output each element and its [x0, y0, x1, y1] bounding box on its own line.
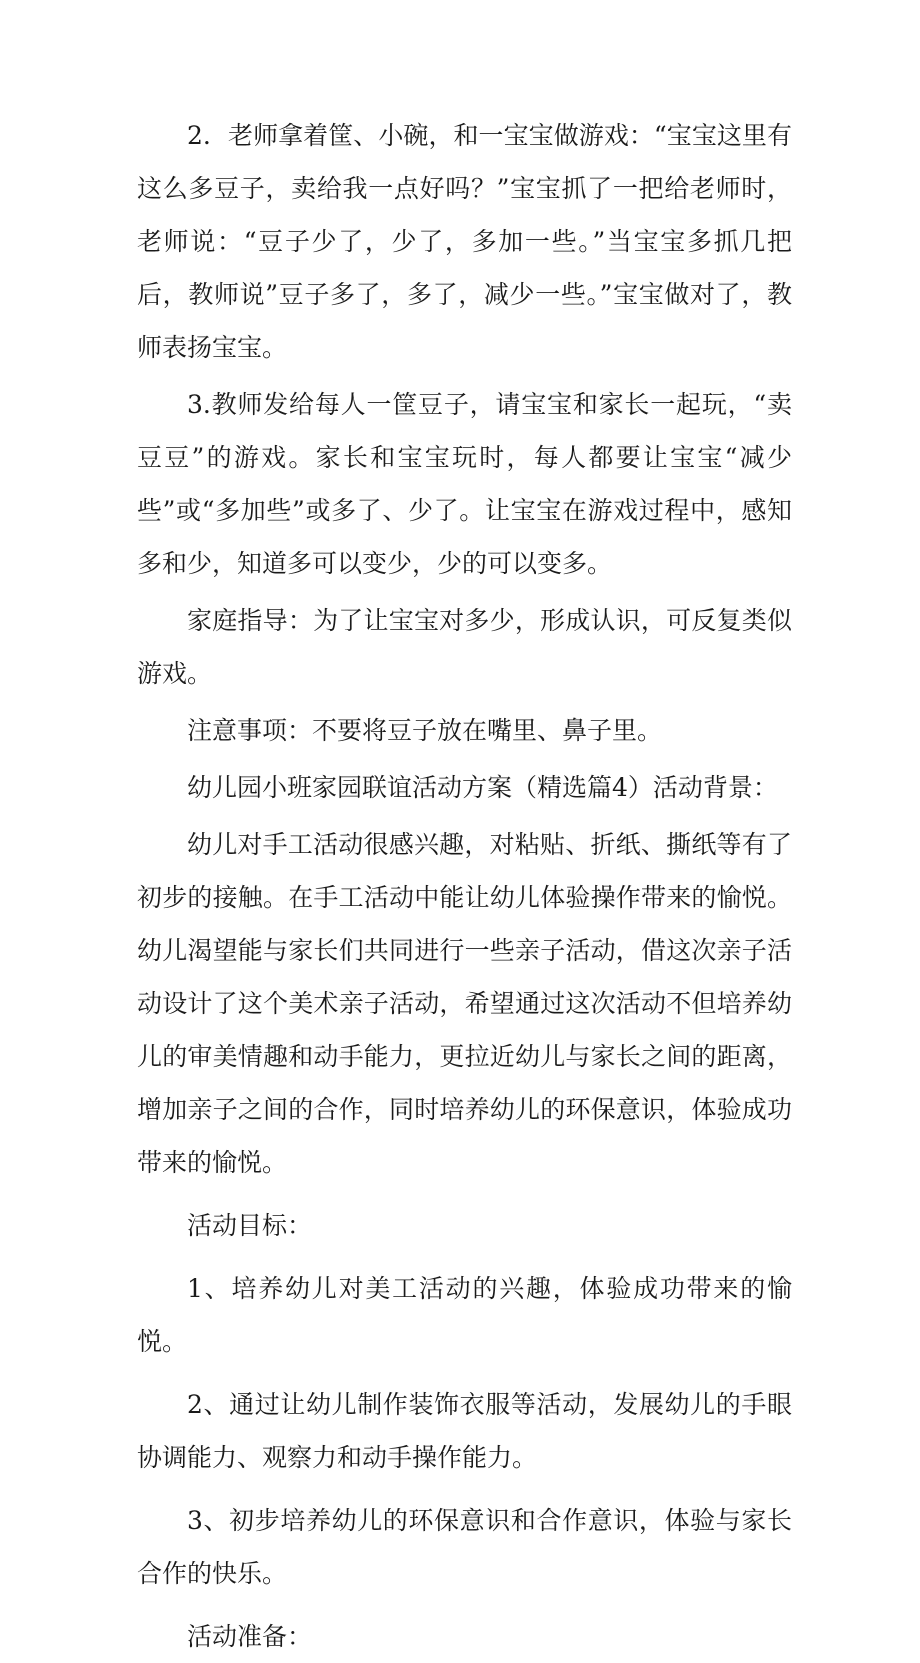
paragraph-background: 幼儿对手工活动很感兴趣，对粘贴、折纸、撕纸等有了初步的接触。在手工活动中能让幼儿体验操作带来的愉悦。幼儿渴望能与家长们共同进行一些亲子活动，借这次亲子活动设计了这个美术亲子活动，希望通过这次活动不但培养幼儿的审美情趣和动手能力，更拉近幼儿与家长之间的距离，增加亲子之间的合作，同时培养幼儿的环保意识，体验成功带来的愉悦。	[137, 830, 792, 1177]
paragraph-notes: 注意事项：不要将豆子放在嘴里、鼻子里。	[187, 716, 663, 745]
paragraph-home-guidance: 家庭指导：为了让宝宝对多少，形成认识，可反复类似游戏。	[137, 606, 792, 688]
goal-item-1: 1、培养幼儿对美工活动的兴趣，体验成功带来的愉悦。	[137, 1274, 792, 1356]
goal-item-2: 2、通过让幼儿制作装饰衣服等活动，发展幼儿的手眼协调能力、观察力和动手操作能力。	[137, 1390, 792, 1472]
goal-item-3: 3、初步培养幼儿的环保意识和合作意识，体验与家长合作的快乐。	[137, 1506, 792, 1588]
paragraph-step-3: 3.教师发给每人一筐豆子，请宝宝和家长一起玩，“卖豆豆”的游戏。家长和宝宝玩时，每人都要让宝宝“减少些”或“多加些”或多了、少了。让宝宝在游戏过程中，感知多和少，知道多可以变少，少的可以变多。	[137, 390, 792, 578]
section-heading-plan-4: 幼儿园小班家园联谊活动方案（精选篇4）活动背景：	[187, 773, 778, 802]
paragraph-step-2: 2．老师拿着筐、小碗，和一宝宝做游戏：“宝宝这里有这么多豆子，卖给我一点好吗？”宝宝抓了一把给老师时，老师说：“豆子少了，少了，多加一些。”当宝宝多抓几把后，教师说”豆子多了，多了，减少一些。”宝宝做对了，教师表扬宝宝。	[137, 121, 792, 362]
heading-activity-preparation: 活动准备：	[187, 1622, 313, 1651]
heading-activity-goals: 活动目标：	[187, 1211, 313, 1240]
document-body	[137, 109, 792, 1663]
